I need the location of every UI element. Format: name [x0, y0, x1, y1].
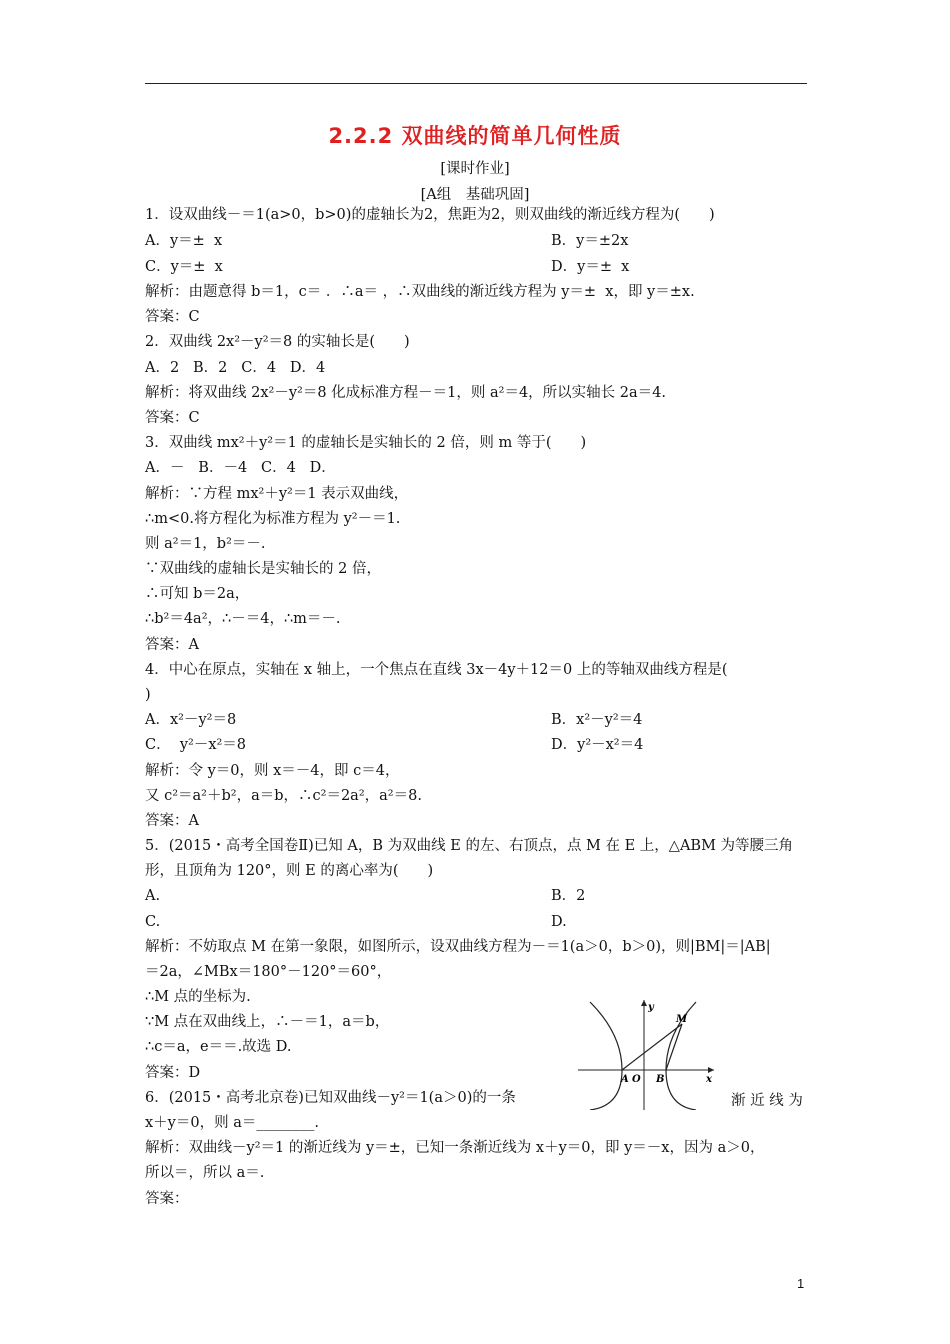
q6-analysis-1: 解析：双曲线－y²＝1 的渐近线为 y＝±，已知一条渐近线为 x＋y＝0，即 y＝－x，因为 a＞0， — [145, 1140, 765, 1156]
q5-option-d: D. — [551, 914, 567, 930]
q1-option-a: A．y＝± x — [145, 233, 223, 249]
q4-option-a: A．x²－y²＝8 — [145, 712, 237, 728]
figure-label-o: O — [632, 1074, 641, 1085]
page-title: 2.2.2 双曲线的简单几何性质 — [328, 124, 622, 148]
q4-analysis-1: 解析：令 y＝0，则 x＝－4，即 c＝4， — [145, 763, 400, 779]
figure-left-branch — [590, 1002, 622, 1110]
q3-analysis-3: 则 a²＝1，b²＝－. — [145, 536, 266, 552]
figure-segment-bm — [666, 1024, 682, 1070]
group-heading: [A组 基础巩固] — [420, 187, 530, 203]
header-rule — [145, 83, 807, 84]
q4-option-d: D．y²－x²＝4 — [551, 737, 644, 753]
figure-segment-am — [622, 1024, 682, 1070]
q3-answer: 答案：A — [145, 637, 199, 653]
figure-label-y: y — [648, 1002, 654, 1013]
q1-option-b: B．y＝±2x — [551, 233, 629, 249]
q5-analysis-2: ＝2a，∠MBx＝180°－120°＝60°， — [145, 964, 392, 980]
q1-answer: 答案：C — [145, 309, 200, 325]
q2-answer: 答案：C — [145, 410, 200, 426]
q6-answer: 答案： — [145, 1191, 189, 1207]
question-2: 2．双曲线 2x²－y²＝8 的实轴长是( ) — [145, 334, 410, 350]
page-number: 1 — [797, 1276, 805, 1291]
q5-answer: 答案：D — [145, 1065, 201, 1081]
question-6-cont: x＋y＝0，则 a＝________. — [145, 1115, 319, 1131]
q3-analysis-6: ∴b²＝4a²，∴－＝4，∴m＝－. — [145, 611, 341, 627]
q4-option-b: B．x²－y²＝4 — [551, 712, 643, 728]
q3-analysis-1: 解析：∵方程 mx²＋y²＝1 表示双曲线， — [145, 486, 409, 502]
question-4: 4．中心在原点，实轴在 x 轴上，一个焦点在直线 3x－4y＋12＝0 上的等轴双曲线方程是( — [145, 662, 728, 678]
q5-analysis-5: ∴c＝a，e＝＝.故选 D. — [145, 1039, 292, 1055]
q6-analysis-2: 所以＝，所以 a＝. — [145, 1165, 265, 1181]
question-3: 3．双曲线 mx²＋y²＝1 的虚轴长是实轴长的 2 倍，则 m 等于( ) — [145, 435, 587, 451]
question-6: 6．(2015・高考北京卷)已知双曲线－y²＝1(a＞0)的一条 — [145, 1090, 516, 1106]
q4-option-c: C． y²－x²＝8 — [145, 737, 247, 753]
q5-option-a: A. — [145, 888, 161, 904]
question-5-cont: 形，且顶角为 120°，则 E 的离心率为( ) — [145, 863, 434, 879]
figure-label-b: B — [656, 1074, 665, 1085]
q1-option-d: D．y＝± x — [551, 259, 630, 275]
figure-label-a: A — [621, 1074, 629, 1085]
q5-option-b: B．2 — [551, 888, 586, 904]
q3-analysis-5: ∴可知 b＝2a， — [145, 586, 250, 602]
q2-analysis: 解析：将双曲线 2x²－y²＝8 化成标准方程－＝1，则 a²＝4，所以实轴长 2a＝4. — [145, 385, 666, 401]
q5-option-c: C. — [145, 914, 161, 930]
q5-analysis-3: ∴M 点的坐标为. — [145, 989, 251, 1005]
q4-answer: 答案：A — [145, 813, 199, 829]
q3-analysis-4: ∵双曲线的虚轴长是实轴长的 2 倍， — [145, 561, 381, 577]
q1-analysis: 解析：由题意得 b＝1，c＝ ．∴a＝ ，∴双曲线的渐近线方程为 y＝± x，即 y＝±x. — [145, 284, 695, 300]
q5-analysis-4: ∵M 点在双曲线上，∴－＝1，a＝b， — [145, 1014, 390, 1030]
figure-label-x: x — [706, 1074, 712, 1085]
question-6-right: 渐 近 线 为 — [731, 1093, 803, 1109]
figure-x-arrow — [708, 1067, 714, 1073]
section-subtitle: [课时作业] — [440, 161, 510, 177]
q5-analysis-1: 解析：不妨取点 M 在第一象限，如图所示，设双曲线方程为－＝1(a＞0，b＞0)，则|BM|＝|AB| — [145, 939, 771, 955]
q3-options: A．－ B．－4 C．4 D． — [145, 460, 336, 476]
q1-option-c: C．y＝± x — [145, 259, 223, 275]
question-1: 1．设双曲线－＝1(a>0，b>0)的虚轴长为2，焦距为2，则双曲线的渐近线方程为( ) — [145, 207, 715, 223]
question-4-cont: ) — [145, 687, 151, 703]
figure-y-arrow — [641, 1000, 647, 1006]
figure-label-m: M — [676, 1014, 688, 1025]
hyperbola-figure — [578, 998, 718, 1110]
q3-analysis-2: ∴m<0.将方程化为标准方程为 y²－＝1. — [145, 511, 401, 527]
q2-options: A．2 B．2 C．4 D．4 — [145, 360, 326, 376]
q4-analysis-2: 又 c²＝a²＋b²，a＝b，∴c²＝2a²，a²＝8. — [145, 788, 422, 804]
question-5: 5．(2015・高考全国卷Ⅱ)已知 A，B 为双曲线 E 的左、右顶点，点 M 在 E 上，△ABM 为等腰三角 — [145, 838, 794, 854]
